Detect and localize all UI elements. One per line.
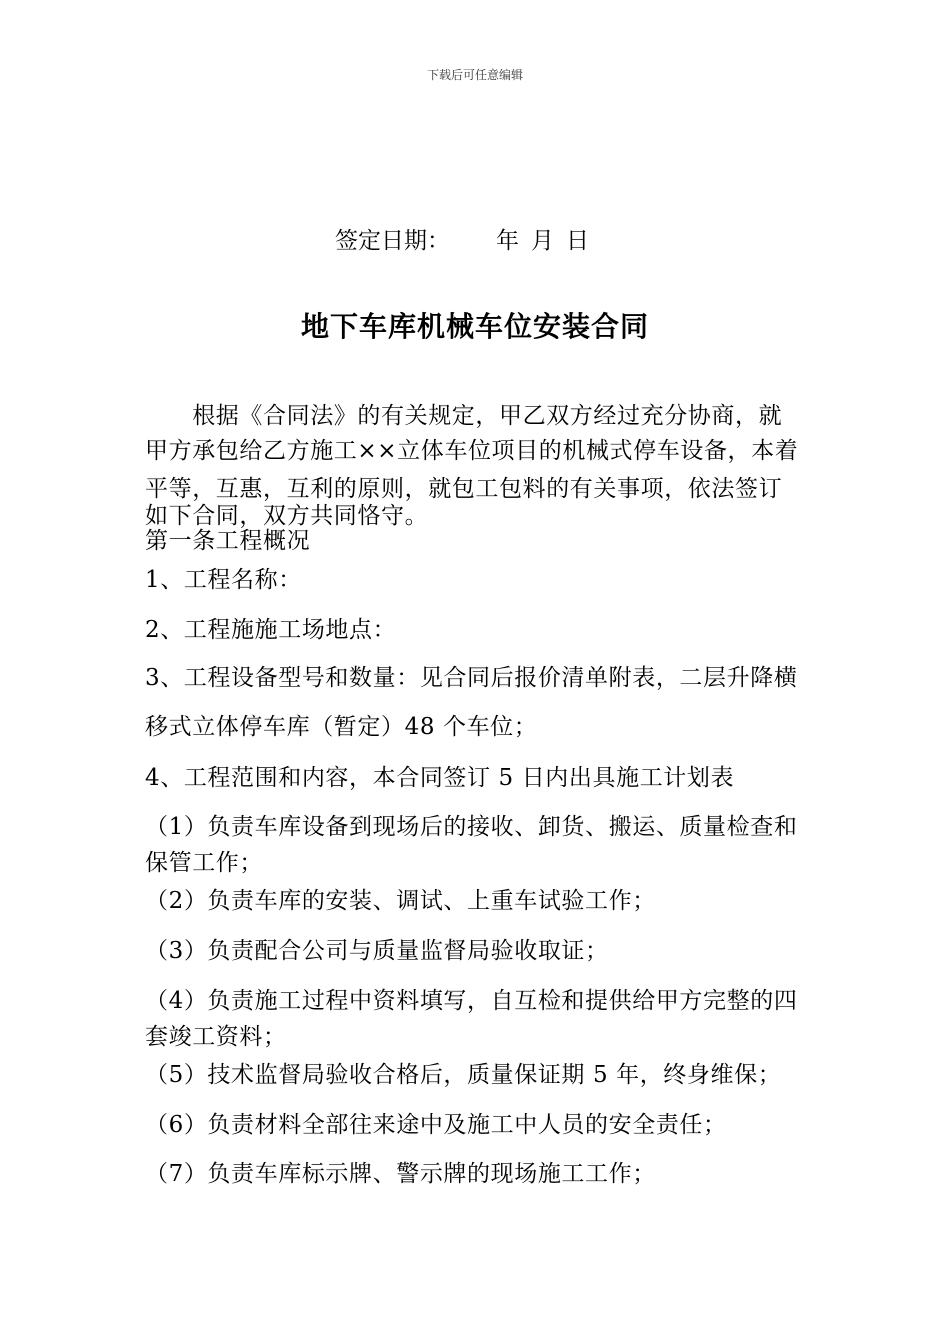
scope-item-4-line-1: （4）负责施工过程中资料填写，自互检和提供给甲方完整的四	[145, 988, 798, 1014]
item-equipment-line-1: 3、工程设备型号和数量：见合同后报价清单附表，二层升降横	[145, 665, 798, 691]
item-project-name: 1、工程名称：	[145, 567, 302, 593]
contract-title: 地下车库机械车位安装合同	[300, 310, 649, 343]
sign-date-line	[335, 222, 589, 255]
sign-date-label: 签定日期：	[335, 228, 450, 254]
scope-item-3: （3）负责配合公司与质量监督局验收取证；	[145, 938, 609, 964]
scope-item-1-line-1: （1）负责车库设备到现场后的接收、卸货、搬运、质量检查和	[145, 814, 798, 840]
preamble-line-2: 甲方承包给乙方施工××立体车位项目的机械式停车设备，本着	[145, 438, 799, 464]
sign-date-day: 日	[566, 228, 589, 254]
scope-item-5: （5）技术监督局验收合格后，质量保证期 5 年，终身维保；	[145, 1062, 782, 1088]
scope-item-2: （2）负责车库的安装、调试、上重车试验工作；	[145, 888, 656, 914]
item-equipment-line-2: 移式立体停车库（暂定）48 个车位；	[145, 714, 538, 740]
scope-item-6: （6）负责材料全部往来途中及施工中人员的安全责任；	[145, 1112, 727, 1138]
scope-item-4-line-2: 套竣工资料；	[145, 1024, 287, 1050]
header-note: 下载后可任意编辑	[426, 68, 523, 82]
sign-date-year: 年	[496, 228, 519, 254]
item-project-site: 2、工程施施工场地点：	[145, 617, 397, 643]
scope-item-1-line-2: 保管工作；	[145, 850, 263, 876]
preamble-line-1: 根据《合同法》的有关规定，甲乙双方经过充分协商，就	[145, 403, 783, 429]
sign-date-month: 月	[531, 228, 554, 254]
preamble-line-3: 平等，互惠，互利的原则，就包工包料的有关事项，依法签订	[145, 476, 783, 502]
scope-item-7: （7）负责车库标示牌、警示牌的现场施工工作；	[145, 1161, 656, 1187]
preamble-line-4: 如下合同，双方共同恪守。	[145, 503, 429, 529]
item-scope: 4、工程范围和内容，本合同签订 5 日内出具施工计划表	[145, 765, 735, 791]
article-1-heading: 第一条工程概况	[145, 528, 311, 554]
